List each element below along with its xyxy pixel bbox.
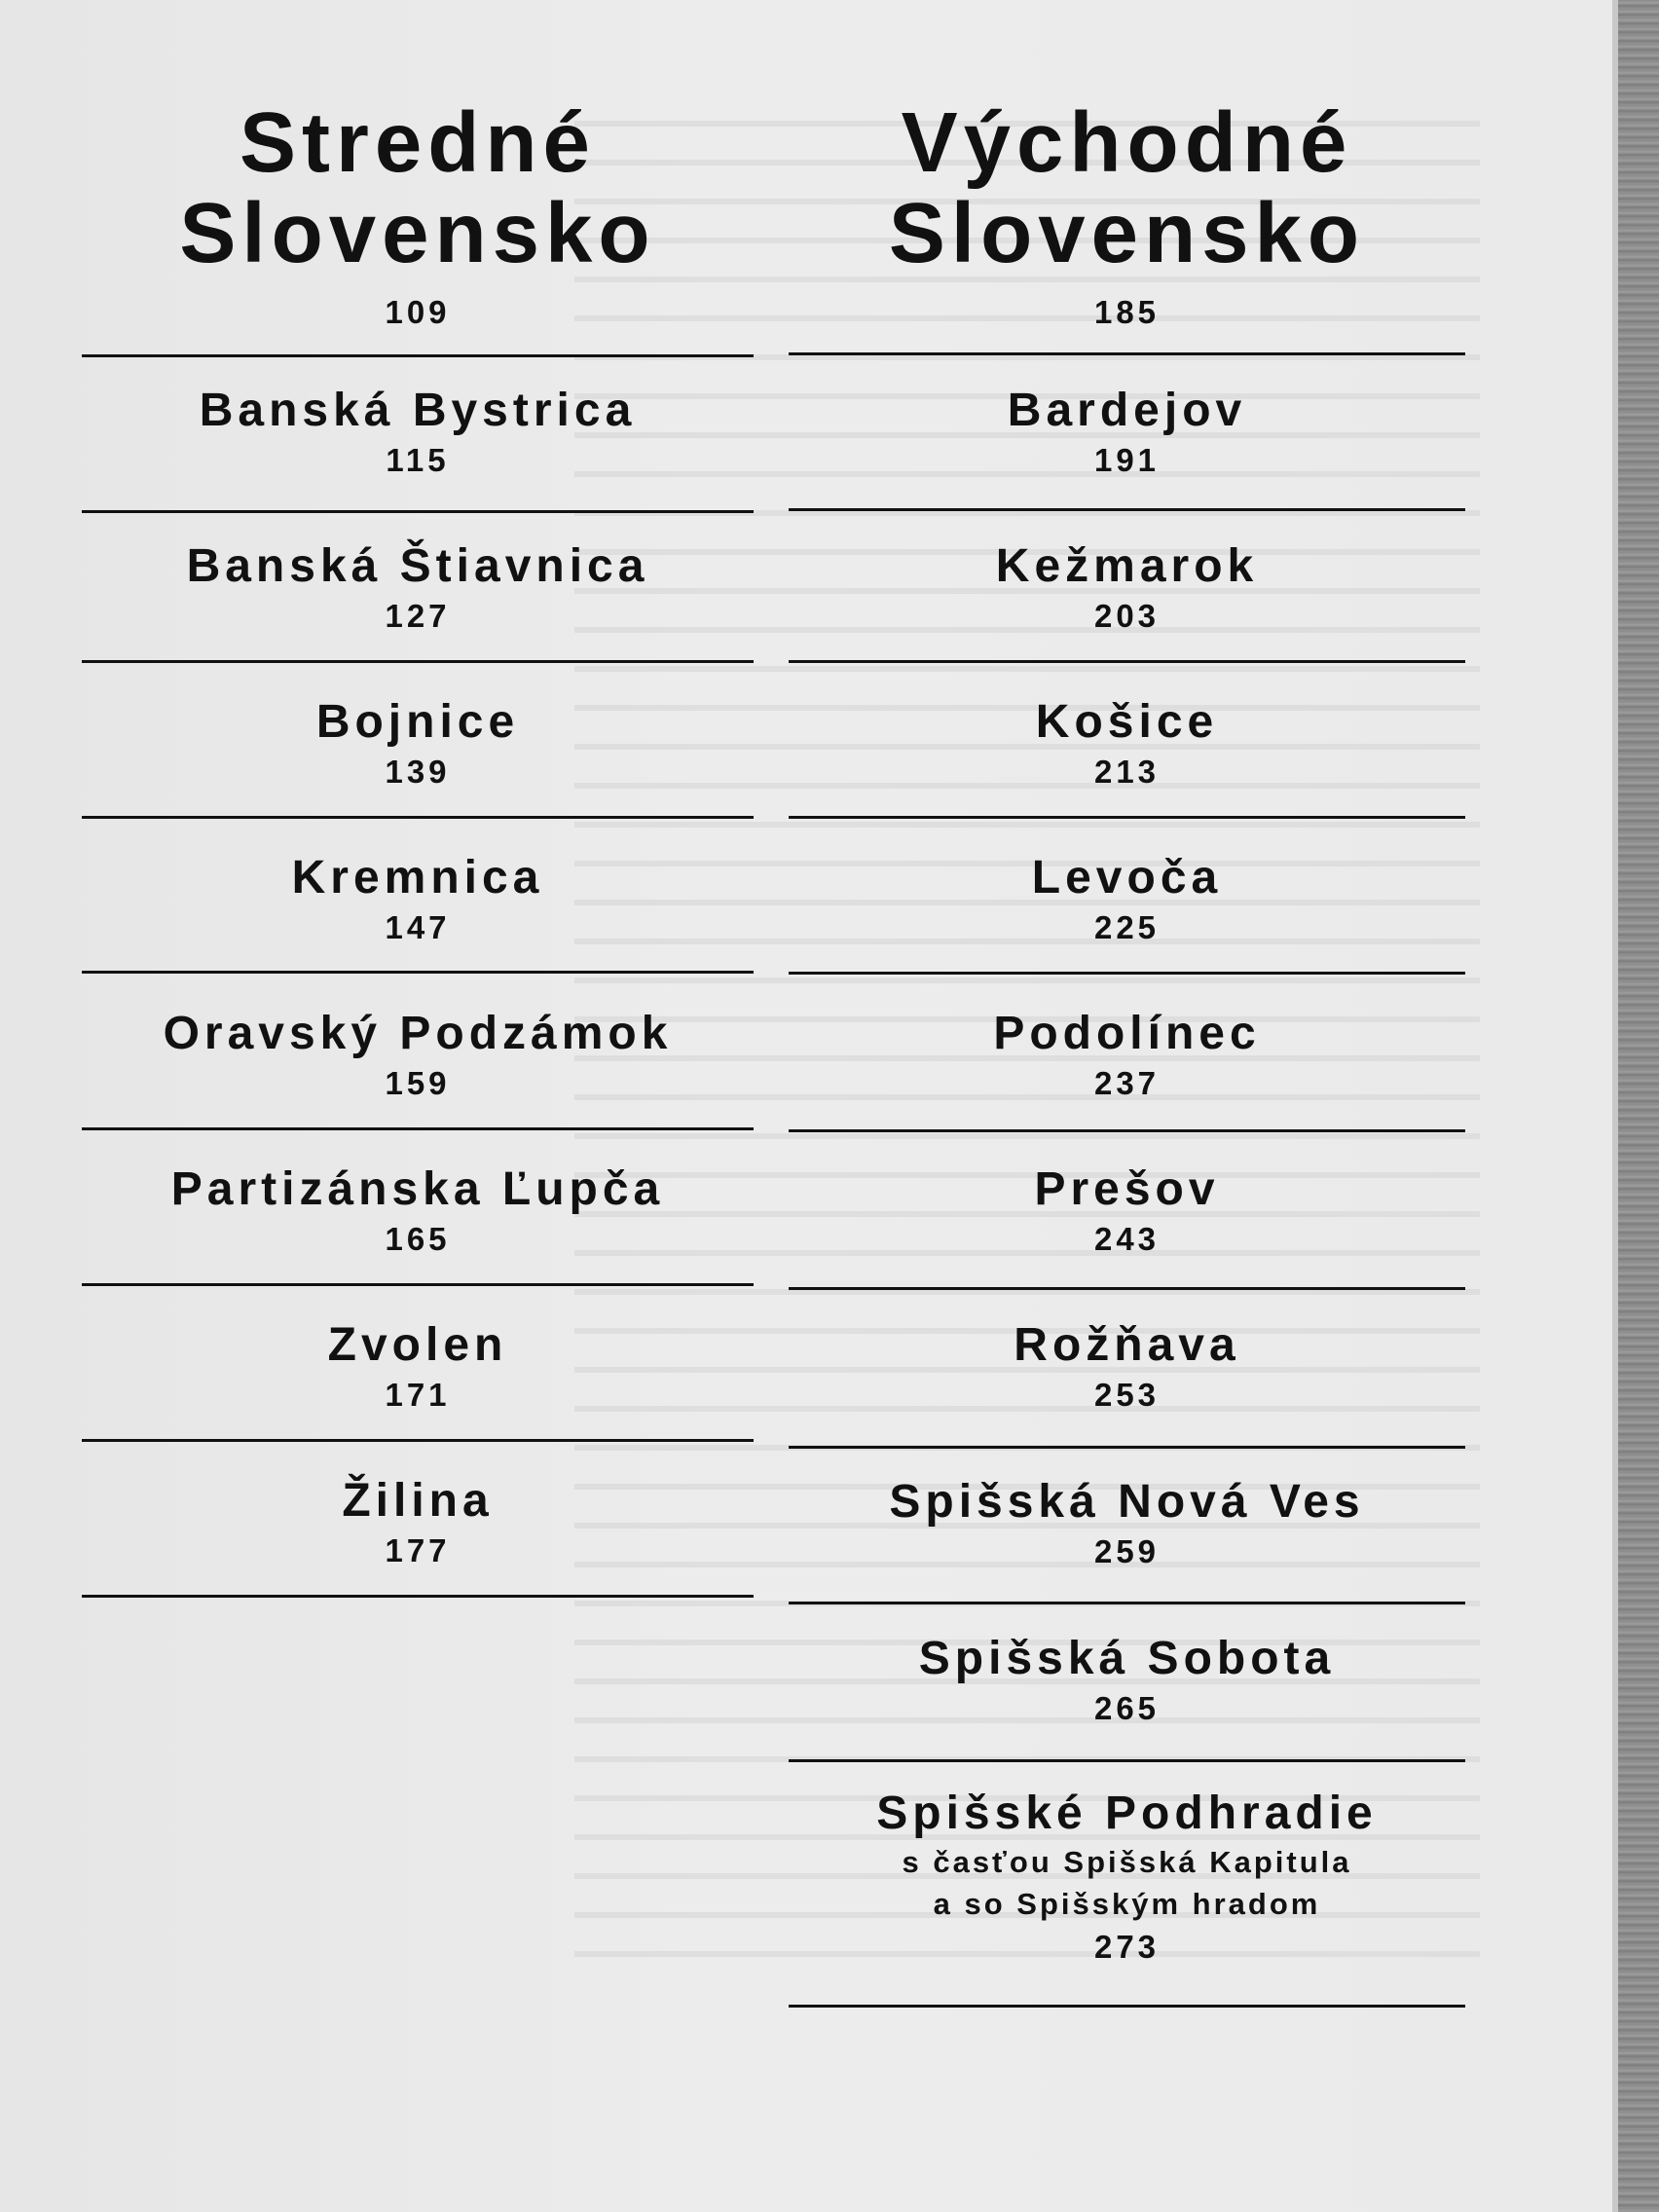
toc-entry-page: 237 xyxy=(1093,1065,1161,1101)
toc-entry-page: 203 xyxy=(1093,598,1161,634)
divider-rule xyxy=(789,508,1465,511)
toc-entry-spisska-nova-ves[interactable] xyxy=(789,1475,1465,1574)
divider-rule xyxy=(789,972,1465,975)
toc-entry-bojnice[interactable] xyxy=(82,695,754,794)
divider-rule xyxy=(789,352,1465,355)
toc-entry-name: Prešov xyxy=(1034,1163,1220,1215)
toc-entry-name: Zvolen xyxy=(327,1319,508,1371)
divider-rule xyxy=(82,1127,754,1130)
toc-entry-name: Spišská Sobota xyxy=(918,1633,1336,1684)
toc-entry-page: 243 xyxy=(1093,1221,1161,1257)
divider-rule xyxy=(82,1439,754,1442)
toc-entry-page: 259 xyxy=(1093,1533,1161,1569)
divider-rule xyxy=(789,1759,1465,1762)
divider-rule xyxy=(82,354,754,357)
toc-entry-presov[interactable] xyxy=(789,1162,1465,1262)
toc-entry-name: Kremnica xyxy=(291,852,544,903)
toc-entry-roznava[interactable] xyxy=(789,1318,1465,1418)
toc-entry-name: Banská Štiavnica xyxy=(186,540,649,592)
toc-entry-name: Partizánska Ľupča xyxy=(170,1163,665,1215)
region-title-central xyxy=(82,97,754,278)
region-title-line1: Východné xyxy=(901,95,1353,190)
toc-entry-page: 265 xyxy=(1093,1690,1161,1726)
region-title-line1: Stredné xyxy=(240,95,596,190)
toc-entry-page: 225 xyxy=(1093,909,1161,945)
toc-entry-zvolen[interactable] xyxy=(82,1318,754,1418)
divider-rule xyxy=(82,660,754,663)
toc-entry-page: 115 xyxy=(386,442,450,478)
toc-entry-page: 159 xyxy=(385,1065,451,1101)
toc-entry-zilina[interactable] xyxy=(82,1474,754,1573)
toc-entry-banska-bystrica[interactable] xyxy=(82,384,754,483)
divider-rule xyxy=(789,816,1465,819)
toc-entry-subtitle: a so Spišským hradom xyxy=(933,1887,1321,1921)
toc-entry-name: Podolínec xyxy=(993,1008,1261,1059)
region-title-eastern xyxy=(789,97,1465,278)
toc-entry-page: 171 xyxy=(385,1377,451,1413)
toc-entry-page: 253 xyxy=(1093,1377,1161,1413)
toc-entry-name: Oravský Podzámok xyxy=(163,1008,673,1059)
toc-entry-bardejov[interactable] xyxy=(789,384,1465,483)
toc-entry-page: 127 xyxy=(385,598,451,634)
divider-rule xyxy=(82,971,754,974)
toc-entry-name: Spišská Nová Ves xyxy=(889,1476,1365,1528)
toc-entry-name: Spišské Podhradie xyxy=(876,1788,1378,1839)
divider-rule xyxy=(789,1287,1465,1290)
toc-entry-kezmarok[interactable] xyxy=(789,539,1465,639)
toc-entry-page: 139 xyxy=(385,754,451,790)
toc-entry-name: Bardejov xyxy=(1007,385,1247,436)
divider-rule xyxy=(82,510,754,513)
divider-rule xyxy=(82,1283,754,1286)
region-page-number: 185 xyxy=(1093,294,1161,330)
divider-rule xyxy=(82,816,754,819)
divider-rule xyxy=(789,1446,1465,1449)
divider-rule xyxy=(789,660,1465,663)
toc-entry-name: Banská Bystrica xyxy=(199,385,637,436)
divider-rule xyxy=(82,1595,754,1598)
region-page-number: 109 xyxy=(385,294,451,330)
toc-entry-oravsky-podzamok[interactable] xyxy=(82,1007,754,1106)
toc-entry-banska-stiavnica[interactable] xyxy=(82,539,754,639)
toc-entry-kosice[interactable] xyxy=(789,695,1465,794)
toc-entry-kremnica[interactable] xyxy=(82,851,754,950)
divider-rule xyxy=(789,2005,1465,2008)
toc-entry-name: Rožňava xyxy=(1014,1319,1240,1371)
toc-entry-name: Levoča xyxy=(1031,852,1223,903)
toc-entry-name: Kežmarok xyxy=(995,540,1259,592)
region-title-line2: Slovensko xyxy=(888,186,1366,280)
toc-entry-page: 213 xyxy=(1093,754,1161,790)
divider-rule xyxy=(789,1602,1465,1604)
book-spine xyxy=(1618,0,1659,2212)
toc-entry-name: Bojnice xyxy=(315,696,520,748)
toc-entry-page: 177 xyxy=(385,1532,451,1568)
toc-entry-name: Košice xyxy=(1035,696,1219,748)
toc-entry-page: 147 xyxy=(385,909,451,945)
toc-entry-partizanska-lupca[interactable] xyxy=(82,1162,754,1262)
toc-entry-page: 165 xyxy=(385,1221,451,1257)
region-title-line2: Slovensko xyxy=(179,186,656,280)
toc-entry-podolinec[interactable] xyxy=(789,1007,1465,1106)
toc-entry-spisske-podhradie[interactable] xyxy=(789,1787,1465,1970)
toc-entry-subtitle: s časťou Spišská Kapitula xyxy=(902,1845,1352,1879)
toc-entry-spisska-sobota[interactable] xyxy=(789,1632,1465,1731)
toc-entry-page: 191 xyxy=(1093,442,1161,478)
toc-entry-levoca[interactable] xyxy=(789,851,1465,950)
toc-entry-page: 273 xyxy=(1093,1929,1161,1965)
divider-rule xyxy=(789,1129,1465,1132)
toc-entry-name: Žilina xyxy=(342,1475,494,1527)
